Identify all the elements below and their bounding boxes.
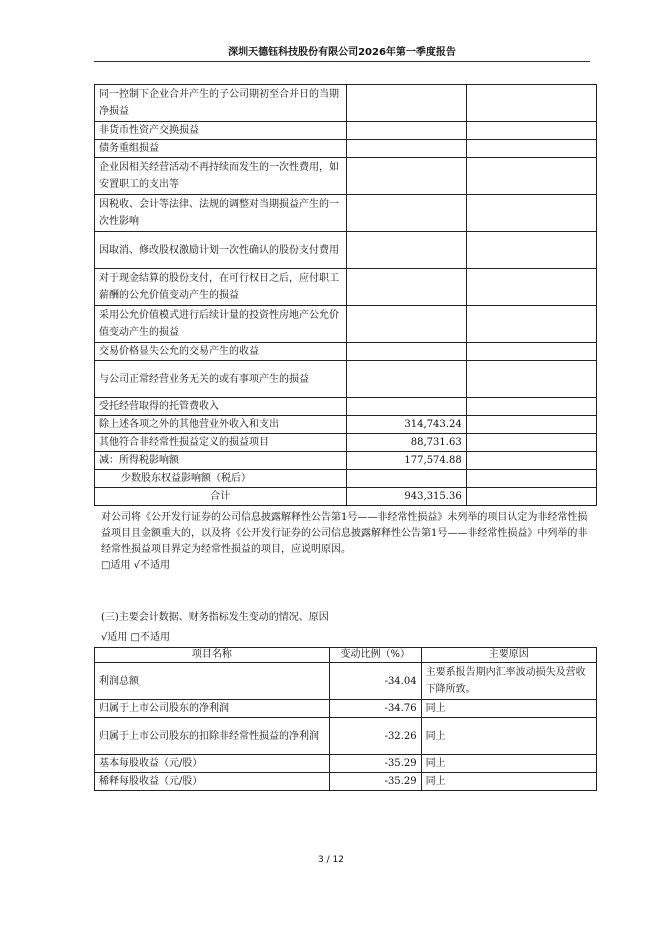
item-note (466, 343, 596, 361)
item-amount (346, 140, 466, 158)
item-note (466, 416, 596, 434)
item-note (466, 470, 596, 488)
item-amount (346, 232, 466, 269)
metric-name: 基本每股收益（元/股） (95, 755, 330, 773)
item-note (466, 488, 596, 506)
table-row (95, 718, 597, 755)
table-row (95, 755, 597, 773)
metric-reason: 同上 (421, 718, 596, 755)
item-amount (346, 470, 466, 488)
table-row (95, 232, 597, 269)
table-row (95, 470, 597, 488)
item-amount (346, 195, 466, 232)
metric-ratio: -35.29 (329, 773, 421, 791)
item-name: 债务重组损益 (95, 140, 347, 158)
item-note (466, 232, 596, 269)
item-note (466, 361, 596, 398)
table-row (95, 452, 597, 470)
metric-ratio: -35.29 (329, 755, 421, 773)
item-note (466, 85, 596, 122)
item-name: 受托经营取得的托管费收入 (95, 398, 347, 416)
item-amount (346, 85, 466, 122)
section-title: (三)主要会计数据、财务指标发生变动的情况、原因 (101, 612, 329, 623)
item-name: 减：所得税影响额 (95, 452, 347, 470)
metric-reason: 主要系报告期内汇率波动损失及营收下降所致。 (421, 663, 596, 700)
table-row (95, 122, 597, 140)
table-row (95, 195, 597, 232)
item-note (466, 140, 596, 158)
financial-changes-table (94, 647, 597, 791)
metric-reason: 同上 (421, 755, 596, 773)
metric-reason: 同上 (421, 773, 596, 791)
table-row (95, 773, 597, 791)
table-header-row (95, 648, 597, 663)
item-note (466, 158, 596, 195)
item-name: 因取消、修改股权激励计划一次性确认的股份支付费用 (95, 232, 347, 269)
item-amount: 177,574.88 (346, 452, 466, 470)
item-name: 少数股东权益影响额（税后） (95, 470, 347, 488)
item-name: 因税收、会计等法律、法规的调整对当期损益产生的一次性影响 (95, 195, 347, 232)
non-recurring-gains-table (94, 84, 597, 506)
item-name: 与公司正常经营业务无关的或有事项产生的损益 (95, 361, 347, 398)
item-amount (346, 158, 466, 195)
explanation-paragraph (101, 510, 591, 574)
applicability-status: □适用 √不适用 (101, 560, 170, 571)
item-name: 对于现金结算的股份支付，在可行权日之后，应付职工薪酬的公允价值变动产生的损益 (95, 269, 347, 306)
item-note (466, 122, 596, 140)
metric-ratio: -32.26 (329, 718, 421, 755)
item-note (466, 306, 596, 343)
metric-name: 归属于上市公司股东的净利润 (95, 700, 330, 718)
table-row (95, 361, 597, 398)
metric-reason: 同上 (421, 700, 596, 718)
metric-ratio: -34.04 (329, 663, 421, 700)
table-row (95, 488, 597, 506)
column-header-name: 项目名称 (95, 648, 330, 663)
table-row (95, 416, 597, 434)
item-amount (346, 361, 466, 398)
table-row (95, 140, 597, 158)
metric-name: 归属于上市公司股东的扣除非经常性损益的净利润 (95, 718, 330, 755)
metric-name: 利润总额 (95, 663, 330, 700)
column-header-reason: 主要原因 (421, 648, 596, 663)
item-name: 同一控制下企业合并产生的子公司期初至合并日的当期净损益 (95, 85, 347, 122)
table-row (95, 343, 597, 361)
page-header: 深圳天德钰科技股份有限公司2026年第一季度报告 (228, 47, 456, 58)
item-note (466, 398, 596, 416)
explanation-text: 对公司将《公开发行证券的公司信息披露解释性公告第1号——非经常性损益》未列举的项目认定为非经常性损益项目且金额重大的，以及将《公开发行证券的公司信息披露解释性公告第1号——非经常性损益》中列举的非经常性损益项目界定为经常性损益的项目，应说明原因。 (101, 512, 588, 555)
item-name: 采用公允价值模式进行后续计量的投资性房地产公允价值变动产生的损益 (95, 306, 347, 343)
item-name: 其他符合非经常性损益定义的损益项目 (95, 434, 347, 452)
header-divider (94, 61, 590, 62)
table-row (95, 158, 597, 195)
item-amount (346, 306, 466, 343)
table-row (95, 700, 597, 718)
item-note (466, 195, 596, 232)
page-number: 3 / 12 (318, 855, 344, 865)
item-amount (346, 122, 466, 140)
table-row (95, 269, 597, 306)
item-name: 非货币性资产交换损益 (95, 122, 347, 140)
column-header-ratio: 变动比例（%） (329, 648, 421, 663)
item-amount (346, 343, 466, 361)
item-note (466, 269, 596, 306)
item-amount: 314,743.24 (346, 416, 466, 434)
item-note (466, 434, 596, 452)
table-row (95, 434, 597, 452)
metric-name: 稀释每股收益（元/股） (95, 773, 330, 791)
table-row (95, 306, 597, 343)
total-label: 合计 (95, 488, 347, 506)
item-name: 交易价格显失公允的交易产生的收益 (95, 343, 347, 361)
applicability-status: √适用 □不适用 (101, 632, 170, 643)
item-amount (346, 269, 466, 306)
total-amount: 943,315.36 (346, 488, 466, 506)
table-row (95, 663, 597, 700)
item-amount: 88,731.63 (346, 434, 466, 452)
item-amount (346, 398, 466, 416)
table-row (95, 398, 597, 416)
metric-ratio: -34.76 (329, 700, 421, 718)
item-name: 除上述各项之外的其他营业外收入和支出 (95, 416, 347, 434)
table-row (95, 85, 597, 122)
item-name: 企业因相关经营活动不再持续而发生的一次性费用，如安置职工的支出等 (95, 158, 347, 195)
item-note (466, 452, 596, 470)
